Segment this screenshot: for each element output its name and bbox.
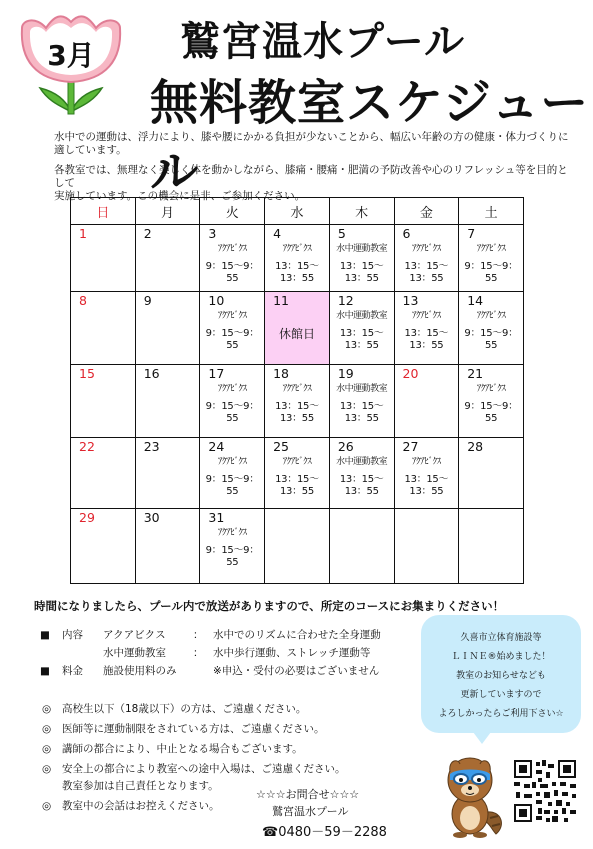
bubble-tail xyxy=(470,728,494,744)
day-number: 2 xyxy=(143,226,152,241)
class-name: ｱｸｱﾋﾞｸｽ xyxy=(218,457,247,467)
walk-colon: ： xyxy=(193,647,204,659)
class-time: 13：15～13：55 xyxy=(404,474,449,497)
class-time: 9：15～9：55 xyxy=(464,401,518,424)
day-cell xyxy=(135,292,200,365)
day-cell xyxy=(135,509,200,584)
class-time: 13：15～13：55 xyxy=(339,261,384,284)
class-name: ｱｸｱﾋﾞｸｽ xyxy=(412,457,441,467)
rule-item: 教室参加は自己責任となります。 xyxy=(62,780,219,792)
day-number: 25 xyxy=(273,439,290,454)
bubble-line: ＬＩＮＥ®始めました！ xyxy=(451,652,551,662)
class-time: 13：15～13：55 xyxy=(404,261,449,284)
day-cell xyxy=(459,225,524,292)
bubble-line: 久喜市立体育施設等 xyxy=(460,633,542,643)
class-time: 9：15～9：55 xyxy=(205,545,259,568)
day-number: 6 xyxy=(402,226,411,241)
qr-code-icon[interactable] xyxy=(512,758,578,824)
day-number: 12 xyxy=(337,293,354,308)
day-number: 13 xyxy=(402,293,419,308)
day-cell xyxy=(200,509,265,584)
contact-phone: ☎0480－59－2288 xyxy=(262,825,387,840)
rule-mark: ◎ xyxy=(42,703,52,715)
day-cell xyxy=(71,292,136,365)
day-number: 10 xyxy=(208,293,225,308)
day-cell xyxy=(200,438,265,509)
rule-mark: ◎ xyxy=(42,763,52,775)
weekday-sat: 土 xyxy=(459,198,524,225)
class-name: ｱｸｱﾋﾞｸｽ xyxy=(282,457,312,467)
class-time: 9：15～9：55 xyxy=(205,401,259,424)
class-time: 13：15～13：55 xyxy=(404,328,449,351)
raccoon-mascot-icon xyxy=(436,752,508,838)
day-number: 8 xyxy=(79,293,87,308)
class-time: 13：15～13：55 xyxy=(339,401,384,424)
day-cell xyxy=(200,365,265,438)
day-cell xyxy=(135,225,200,292)
day-number: 18 xyxy=(273,366,290,381)
day-cell xyxy=(71,509,136,584)
rule-item: 講師の都合により、中止となる場合もございます。 xyxy=(62,743,303,755)
day-number: 11 xyxy=(273,293,290,308)
day-cell xyxy=(459,365,524,438)
class-time: 13：15～13：55 xyxy=(275,401,319,424)
rule-item: 高校生以下（18歳以下）の方は、ご遠慮ください。 xyxy=(62,703,307,715)
day-number: 14 xyxy=(467,293,484,308)
class-name: 水中運動教室 xyxy=(336,457,388,467)
bullet-icon: ■ xyxy=(40,665,50,677)
day-cell xyxy=(329,438,394,509)
contact-heading: ☆☆☆お問合せ☆☆☆ xyxy=(256,788,360,801)
contact-name: 鷲宮温水プール xyxy=(272,805,349,818)
week-row-1 xyxy=(71,225,524,292)
day-cell xyxy=(71,438,136,509)
day-number: 23 xyxy=(143,439,160,454)
day-number: 4 xyxy=(273,226,282,241)
fee-value: 施設使用料のみ xyxy=(103,665,177,677)
bullet-icon: ■ xyxy=(40,629,50,641)
day-cell-empty xyxy=(265,509,330,584)
schedule-calendar xyxy=(70,197,524,584)
day-cell xyxy=(329,292,394,365)
month-label: 3月 xyxy=(47,39,95,72)
content-label: 内容 xyxy=(62,629,83,641)
day-number: 16 xyxy=(143,366,160,381)
day-cell xyxy=(135,365,200,438)
day-number: 29 xyxy=(79,510,95,525)
aqua-description: 水中でのリズムに合わせた全身運動 xyxy=(213,629,381,641)
class-time: 13：15～13：55 xyxy=(275,261,319,284)
day-number: 31 xyxy=(208,510,225,525)
day-cell-empty xyxy=(459,509,524,584)
weekday-mon: 月 xyxy=(135,198,200,225)
day-cell xyxy=(265,225,330,292)
class-name: 水中運動教室 xyxy=(336,311,388,321)
class-name: ｱｸｱﾋﾞｸｽ xyxy=(476,384,506,394)
class-name: ｱｸｱﾋﾞｸｽ xyxy=(218,311,247,321)
day-number: 24 xyxy=(208,439,225,454)
class-time: 9：15～9：55 xyxy=(205,261,259,284)
bubble-line: よろしかったらご利用下さい☆ xyxy=(438,709,564,719)
day-cell xyxy=(459,292,524,365)
class-time: 9：15～9：55 xyxy=(205,474,259,497)
day-cell xyxy=(394,438,459,509)
fee-label: 料金 xyxy=(62,665,83,677)
rule-item: 安全上の都合により教室への途中入場は、ご遠慮ください。 xyxy=(62,763,346,775)
day-cell xyxy=(265,365,330,438)
day-cell-empty xyxy=(394,509,459,584)
day-number: 26 xyxy=(337,439,354,454)
day-cell xyxy=(200,225,265,292)
rule-mark: ◎ xyxy=(42,800,52,812)
intro-paragraph-1 xyxy=(54,131,574,157)
day-number: 1 xyxy=(79,226,87,241)
day-number: 21 xyxy=(467,366,484,381)
intro-line: 各教室では、無理なく楽しく体を動かしながら、膝痛・腰痛・肥満の予防改善や心のリフレッシュ等を目的として xyxy=(54,164,568,189)
rule-mark: ◎ xyxy=(42,743,52,755)
weekday-header-row xyxy=(71,198,524,225)
rule-item: 医師等に運動制限をされている方は、ご遠慮ください。 xyxy=(62,723,325,735)
class-name: ｱｸｱﾋﾞｸｽ xyxy=(282,384,312,394)
day-cell-closed xyxy=(265,292,330,365)
weekday-wed: 水 xyxy=(265,198,330,225)
gathering-notice: 時間になりましたら、プール内で放送がありますので、所定のコースにお集まりください！ xyxy=(34,599,505,613)
aqua-name: アクアビクス xyxy=(103,629,166,641)
day-cell xyxy=(394,225,459,292)
week-row-4 xyxy=(71,438,524,509)
week-row-3 xyxy=(71,365,524,438)
day-number: 9 xyxy=(143,293,152,308)
class-time: 13：15～13：55 xyxy=(339,474,384,497)
intro-line: 水中での運動は、浮力により、膝や腰にかかる負担が少ないことから、幅広い年齢の方の健康・体力づくりに xyxy=(54,131,569,143)
day-cell xyxy=(71,225,136,292)
day-cell xyxy=(200,292,265,365)
day-cell xyxy=(329,365,394,438)
fee-note: ※申込・受付の必要はございません xyxy=(213,665,380,677)
day-number: 19 xyxy=(337,366,354,381)
day-number: 22 xyxy=(79,439,95,454)
day-number: 5 xyxy=(337,226,346,241)
page-title-schedule: 無料教室スケジュール xyxy=(150,75,590,200)
class-name: ｱｸｱﾋﾞｸｽ xyxy=(412,311,441,321)
class-time: 9：15～9：55 xyxy=(205,328,259,351)
weekday-tue: 火 xyxy=(200,198,265,225)
class-name: ｱｸｱﾋﾞｸｽ xyxy=(218,244,247,254)
class-name: 水中運動教室 xyxy=(336,384,388,394)
closed-label: 休館日 xyxy=(278,327,315,341)
day-cell xyxy=(394,292,459,365)
week-row-2 xyxy=(71,292,524,365)
day-cell-empty xyxy=(329,509,394,584)
bubble-line: 更新していますので xyxy=(460,690,542,700)
week-row-5 xyxy=(71,509,524,584)
day-cell xyxy=(135,438,200,509)
day-number: 20 xyxy=(402,366,419,381)
day-cell xyxy=(329,225,394,292)
day-cell xyxy=(265,438,330,509)
day-number: 3 xyxy=(208,226,217,241)
weekday-thu: 木 xyxy=(329,198,394,225)
day-cell xyxy=(394,365,459,438)
class-name: 水中運動教室 xyxy=(336,244,388,254)
class-name: ｱｸｱﾋﾞｸｽ xyxy=(476,244,506,254)
day-cell xyxy=(71,365,136,438)
aqua-colon: ： xyxy=(193,629,204,641)
bubble-line: 教室のお知らせなども xyxy=(456,671,546,681)
intro-line: 実施しています。この機会に是非、ご参加ください。 xyxy=(54,190,306,202)
class-time: 13：15～13：55 xyxy=(339,328,384,351)
class-time: 13：15～13：55 xyxy=(275,474,319,497)
intro-line: 適しています。 xyxy=(54,144,127,156)
day-number: 7 xyxy=(467,226,476,241)
day-number: 15 xyxy=(79,366,95,381)
class-time: 9：15～9：55 xyxy=(464,261,518,284)
class-name: ｱｸｱﾋﾞｸｽ xyxy=(218,384,247,394)
day-number: 28 xyxy=(467,439,484,454)
weekday-fri: 金 xyxy=(394,198,459,225)
rule-item: 教室中の会話はお控えください。 xyxy=(62,800,220,812)
rule-mark: ◎ xyxy=(42,723,52,735)
class-time: 9：15～9：55 xyxy=(464,328,518,351)
class-name: ｱｸｱﾋﾞｸｽ xyxy=(476,311,506,321)
day-number: 17 xyxy=(208,366,225,381)
weekday-sun: 日 xyxy=(71,198,136,225)
day-number: 27 xyxy=(402,439,419,454)
page-title-facility: 鷲宮温水プール xyxy=(180,19,465,65)
class-name: ｱｸｱﾋﾞｸｽ xyxy=(282,244,312,254)
walk-name: 水中運動教室 xyxy=(103,647,166,659)
class-name: ｱｸｱﾋﾞｸｽ xyxy=(218,528,247,538)
day-cell xyxy=(459,438,524,509)
walk-description: 水中歩行運動、ストレッチ運動等 xyxy=(213,647,371,659)
day-number: 30 xyxy=(143,510,160,525)
class-name: ｱｸｱﾋﾞｸｽ xyxy=(412,244,441,254)
